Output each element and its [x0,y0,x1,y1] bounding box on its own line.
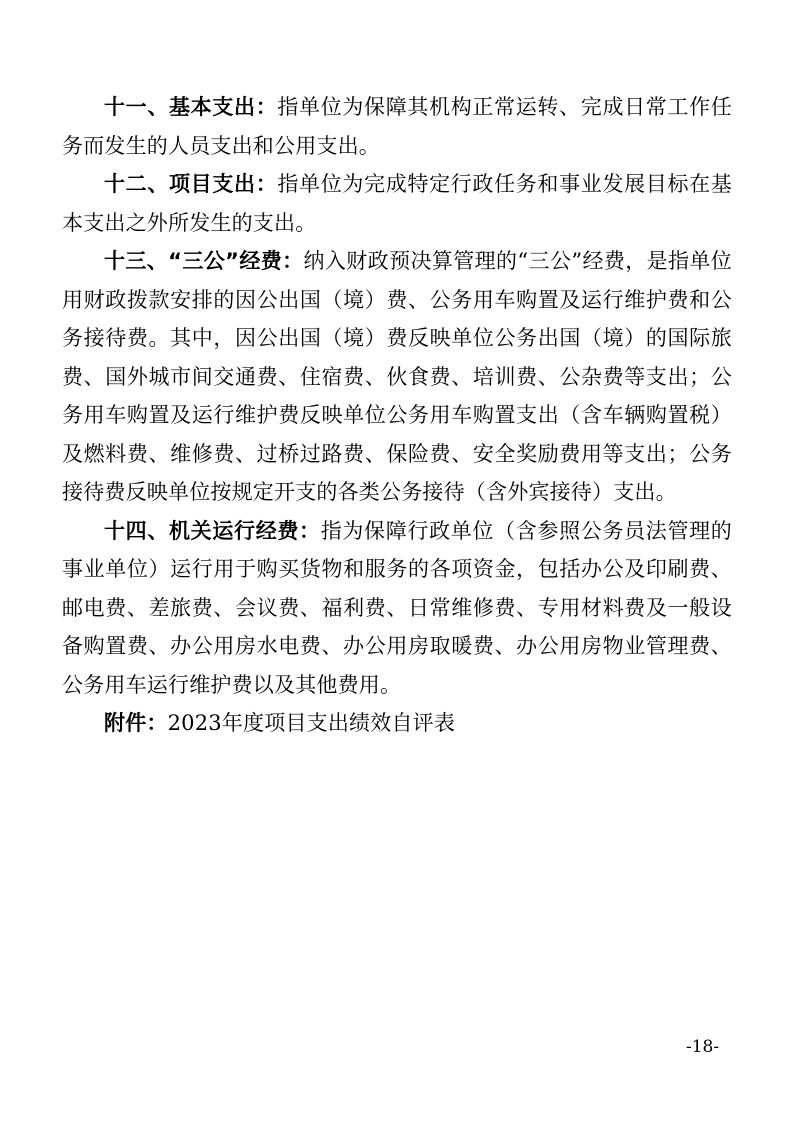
term-label: 十二、项目支出： [104,172,278,196]
definition-text: 指单位为完成特定行政任务和事业发展目标在基本支出之外所发生的支出。 [62,172,732,235]
document-page [62,88,732,743]
definition-basic-expenditure [62,88,732,165]
attachment-line [62,704,732,743]
term-label: 十三、“三公”经费： [104,249,304,273]
definition-project-expenditure [62,165,732,242]
page-number: -18- [686,1037,720,1057]
term-label: 十一、基本支出： [104,95,278,119]
term-label: 十四、机关运行经费： [104,518,321,543]
attachment-label: 附件： [104,711,168,735]
definition-text: 纳入财政预决算管理的“三公”经费，是指单位用财政拨款安排的因公出国（境）费、公务用车购置及运行维护费和公务接待费。其中，因公出国（境）费反映单位公务出国（境）的国际旅费、国外城市间交通费、住宿费、伙食费、培训费、公杂费等支出；公务用车购置及运行维护费反映单位公务用车购置支出（含车辆购置税）及燃料费、维修费、过桥过路费、保险费、安全奖励费用等支出；公务接待费反映单位按规定开支的各类公务接待（含外宾接待）支出。 [62,249,732,504]
attachment-text: 2023年度项目支出绩效自评表 [167,711,456,735]
definition-three-public-funds [62,242,732,512]
definition-text: 指为保障行政单位（含参照公务员法管理的事业单位）运行用于购买货物和服务的各项资金，包括办公及印刷费、邮电费、差旅费、会议费、福利费、日常维修费、专用材料费及一般设备购置费、办公用房水电费、办公用房取暖费、办公用房物业管理费、公务用车运行维护费以及其他费用。 [62,518,732,697]
definition-agency-operating-funds [62,512,732,705]
definition-text: 指单位为保障其机构正常运转、完成日常工作任务而发生的人员支出和公用支出。 [62,95,732,158]
